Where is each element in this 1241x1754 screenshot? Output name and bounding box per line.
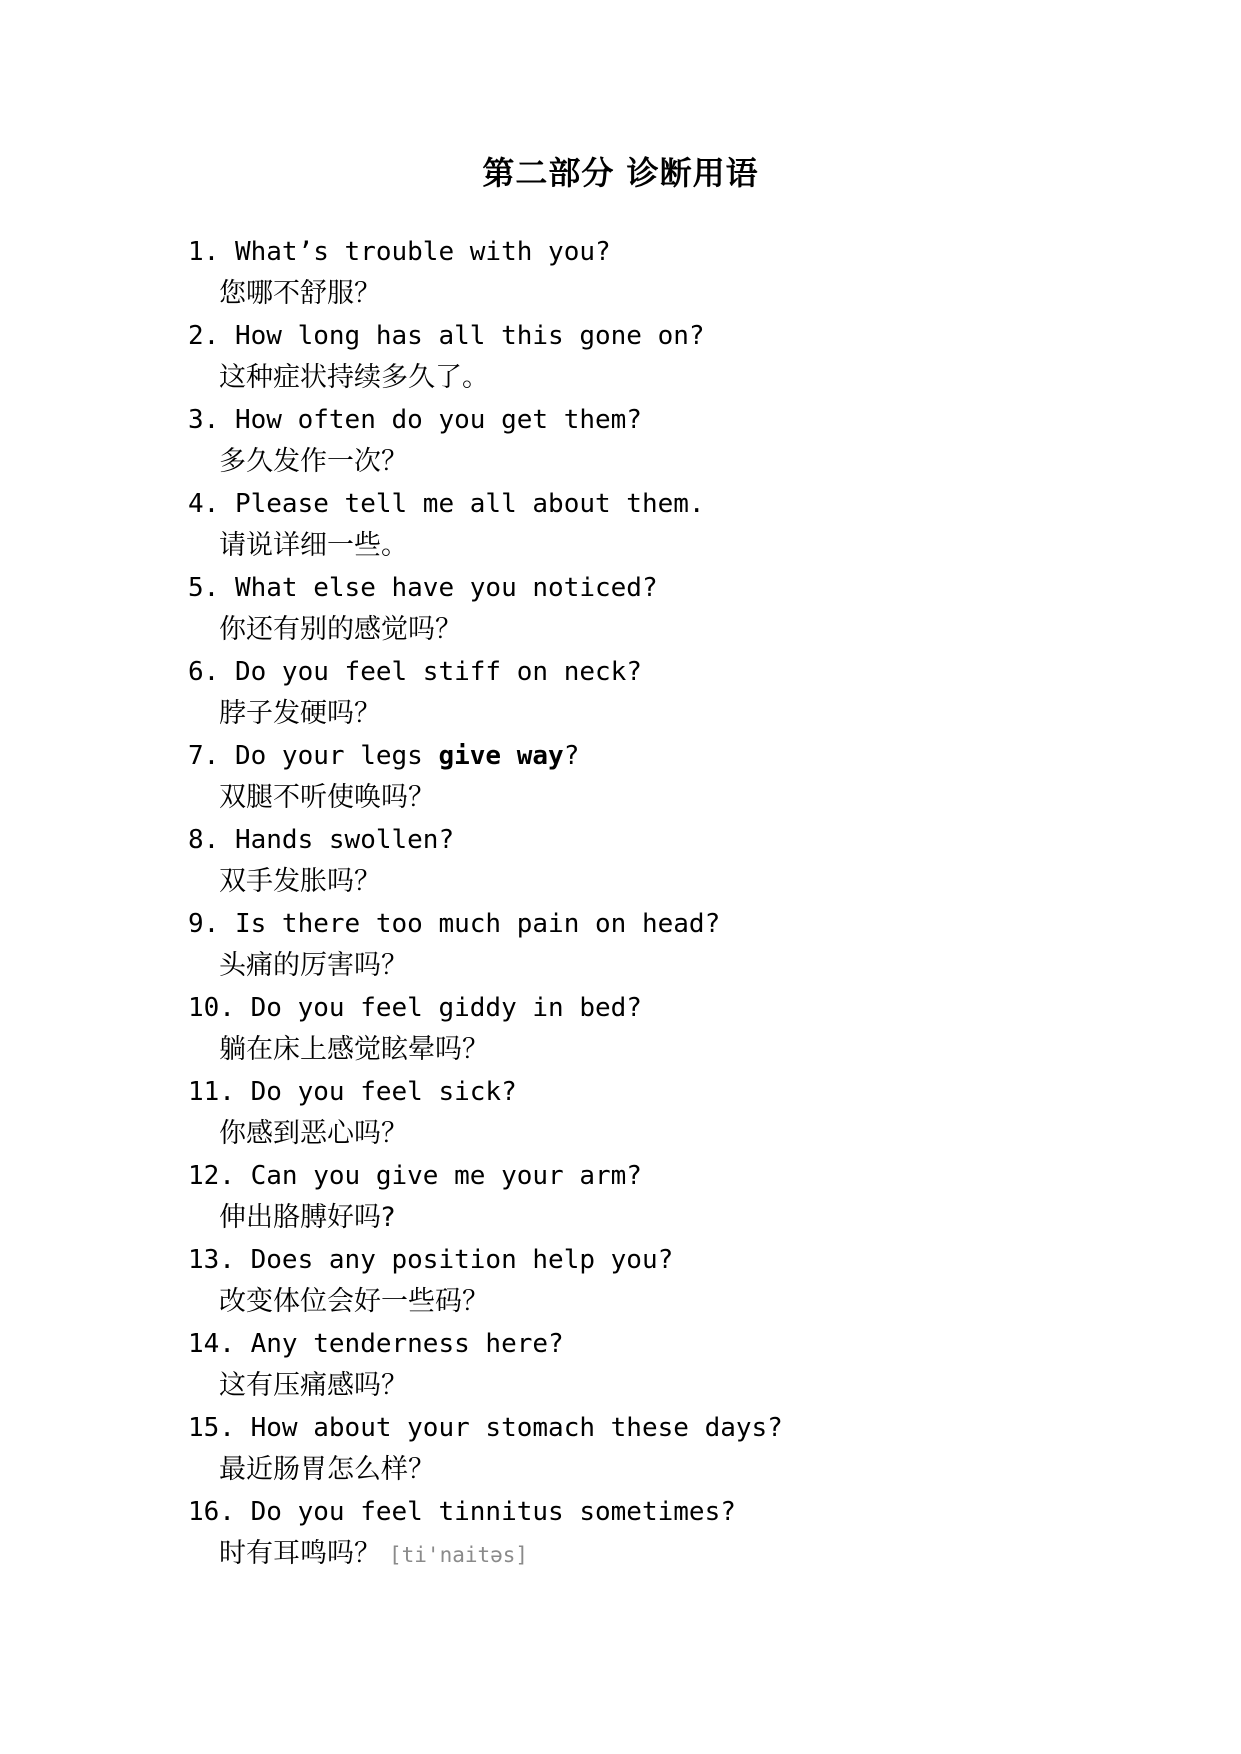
list-item [188,652,1188,736]
bold-phrase: give way [438,741,564,771]
chinese-translation: 头痛的厉害吗？ [219,950,408,981]
english-phrase: 3. How often do you get them? [188,405,642,435]
list-item [188,232,1188,316]
chinese-translation: 脖子发硬吗？ [219,698,381,729]
english-phrase: 6. Do you feel stiff on neck? [188,657,642,687]
chinese-translation: 这有压痛感吗？ [219,1370,408,1401]
english-phrase: 10. Do you feel giddy in bed? [188,993,642,1023]
english-phrase: 16. Do you feel tinnitus sometimes? [188,1497,736,1527]
list-item [188,1408,1188,1492]
list-item [188,1072,1188,1156]
chinese-translation: 请说详细一些。 [219,530,408,561]
list-item [188,484,1188,568]
list-item [188,400,1188,484]
chinese-translation: 时有耳鸣吗？ [ti'naitəs] [219,1538,529,1569]
chinese-translation: 您哪不舒服？ [219,278,381,309]
phonetic-annotation: [ti'naitəs] [389,1543,529,1567]
list-item [188,568,1188,652]
english-phrase: 12. Can you give me your arm? [188,1161,642,1191]
chinese-translation: 改变体位会好一些码？ [219,1286,489,1317]
page-title: 第二部分 诊断用语 [482,154,759,192]
chinese-translation: 你还有别的感觉吗？ [219,614,462,645]
list-item [188,1324,1188,1408]
list-item [188,820,1188,904]
english-phrase: 7. Do your legs give way? [188,741,580,771]
list-item [188,736,1188,820]
list-item [188,1156,1188,1240]
english-phrase: 2. How long has all this gone on? [188,321,705,351]
english-phrase: 5. What else have you noticed? [188,573,658,603]
english-phrase: 1. What’s trouble with you? [188,237,611,267]
chinese-translation: 你感到恶心吗？ [219,1118,408,1149]
english-phrase: 15. How about your stomach these days? [188,1413,783,1443]
chinese-translation: 躺在床上感觉眩晕吗？ [219,1034,489,1065]
chinese-translation: 这种症状持续多久了。 [219,362,489,393]
list-item [188,1240,1188,1324]
english-phrase: 13. Does any position help you? [188,1245,674,1275]
list-item [188,316,1188,400]
chinese-translation: 双腿不听使唤吗？ [219,782,435,813]
chinese-translation: 伸出胳膊好吗? [219,1202,396,1233]
english-phrase: 8. Hands swollen? [188,825,455,855]
list-item [188,988,1188,1072]
chinese-translation: 最近肠胃怎么样？ [219,1454,435,1485]
chinese-translation: 双手发胀吗？ [219,866,381,897]
chinese-translation: 多久发作一次？ [219,446,408,477]
english-phrase: 11. Do you feel sick? [188,1077,517,1107]
english-phrase: 14. Any tenderness here? [188,1329,564,1359]
phrase-list [188,232,1188,1576]
list-item [188,1492,1188,1576]
english-phrase: 9. Is there too much pain on head? [188,909,721,939]
english-phrase: 4. Please tell me all about them. [188,489,705,519]
list-item [188,904,1188,988]
